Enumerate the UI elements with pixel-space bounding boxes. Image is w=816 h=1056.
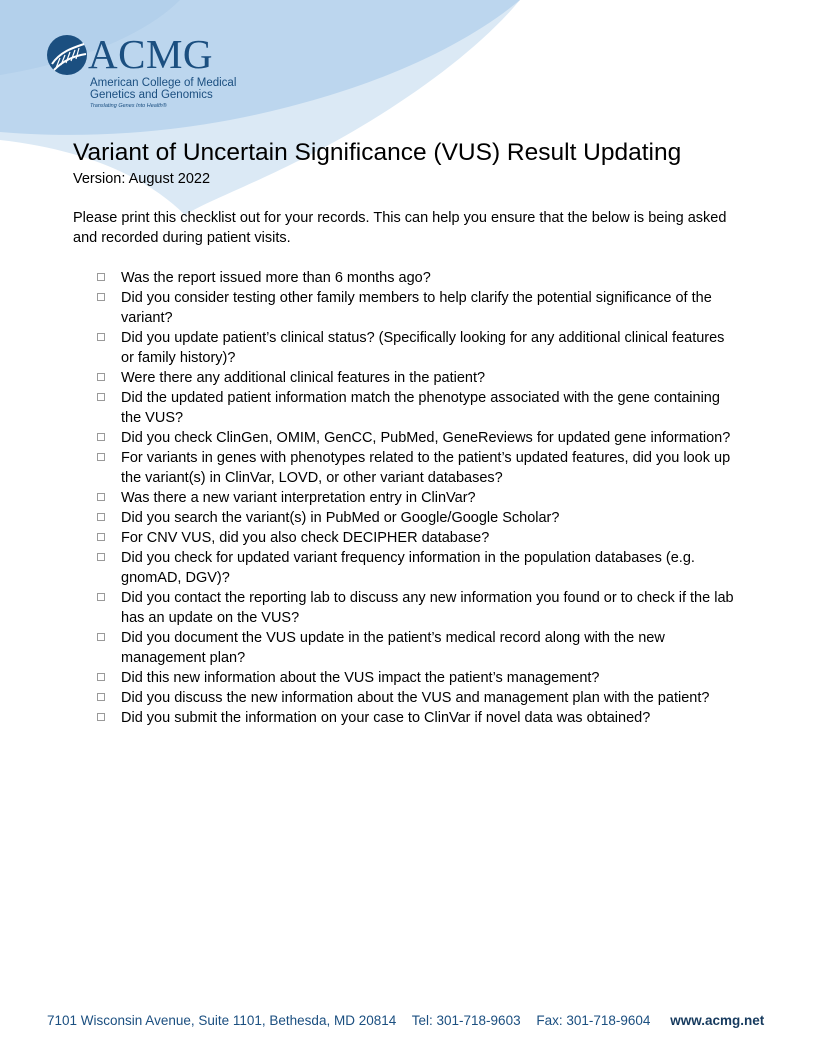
page-title: Variant of Uncertain Significance (VUS) Result Updating — [73, 139, 682, 166]
intro-paragraph: Please print this checklist out for your records. This can help you ensure that the below is being asked and recorded during patient visits. — [73, 210, 727, 246]
checklist-item — [73, 388, 741, 428]
page-footer — [47, 1011, 764, 1031]
checklist-item — [73, 668, 741, 688]
logo-tagline: Translating Genes Into Health® — [90, 103, 167, 109]
checklist-item — [73, 588, 741, 628]
document-body — [73, 137, 753, 728]
dna-helix-icon — [46, 34, 88, 76]
checkbox[interactable] — [97, 493, 105, 501]
footer-fax: Fax: 301-718-9604 — [536, 1013, 651, 1028]
logo-subtitle-line2: Genetics and Genomics — [90, 89, 213, 101]
checklist-item-text: Did you contact the reporting lab to discuss any new information you found or to check if the lab has an update on the VUS? — [121, 590, 734, 626]
checkbox[interactable] — [97, 633, 105, 641]
checklist-item — [73, 548, 741, 588]
checklist-item-text: Did you check ClinGen, OMIM, GenCC, PubMed, GeneReviews for updated gene information? — [121, 430, 731, 446]
checkbox[interactable] — [97, 693, 105, 701]
checklist-item-text: Did this new information about the VUS impact the patient’s management? — [121, 670, 600, 686]
checklist-item-text: Did you discuss the new information about the VUS and management plan with the patient? — [121, 690, 710, 706]
logo-subtitle — [90, 77, 236, 101]
footer-website-link[interactable]: www.acmg.net — [670, 1013, 765, 1028]
checklist-item-text: Were there any additional clinical features in the patient? — [121, 370, 486, 386]
logo-wordmark: ACMG — [88, 31, 214, 77]
checkbox[interactable] — [97, 593, 105, 601]
checklist-item — [73, 428, 741, 448]
checklist-item-text: Was the report issued more than 6 months ago? — [121, 270, 431, 286]
footer-phone: Tel: 301-718-9603 — [411, 1013, 521, 1028]
checklist-item-text: Did you search the variant(s) in PubMed or Google/Google Scholar? — [121, 510, 560, 526]
footer-address: 7101 Wisconsin Avenue, Suite 1101, Bethesda, MD 20814 — [47, 1013, 397, 1028]
checkbox[interactable] — [97, 373, 105, 381]
checklist-item-text: Did you submit the information on your case to ClinVar if novel data was obtained? — [121, 710, 651, 726]
checkbox[interactable] — [97, 293, 105, 301]
checkbox[interactable] — [97, 273, 105, 281]
checklist — [73, 268, 753, 728]
checklist-item — [73, 288, 741, 328]
checkbox[interactable] — [97, 453, 105, 461]
checklist-item — [73, 528, 741, 548]
checklist-item — [73, 448, 741, 488]
checklist-item-text: Was there a new variant interpretation entry in ClinVar? — [121, 490, 476, 506]
checklist-item — [73, 268, 741, 288]
checklist-item-text: Did the updated patient information match the phenotype associated with the gene containing the VUS? — [121, 390, 720, 426]
checklist-item — [73, 688, 741, 708]
checklist-item — [73, 368, 741, 388]
checkbox[interactable] — [97, 333, 105, 341]
checklist-item — [73, 328, 741, 368]
checkbox[interactable] — [97, 513, 105, 521]
checklist-item-text: Did you check for updated variant frequency information in the population databases (e.g. gnomAD, DGV)? — [121, 550, 695, 586]
checkbox[interactable] — [97, 533, 105, 541]
checklist-item-text: For CNV VUS, did you also check DECIPHER database? — [121, 530, 490, 546]
checklist-item-text: Did you document the VUS update in the patient’s medical record along with the new management plan? — [121, 630, 665, 666]
checklist-item — [73, 508, 741, 528]
checklist-item — [73, 488, 741, 508]
checkbox[interactable] — [97, 553, 105, 561]
checkbox[interactable] — [97, 433, 105, 441]
acmg-logo[interactable] — [46, 31, 246, 114]
checklist-item-text: Did you consider testing other family members to help clarify the potential significance of the variant? — [121, 290, 712, 326]
checkbox[interactable] — [97, 393, 105, 401]
checklist-item-text: For variants in genes with phenotypes related to the patient’s updated features, did you look up the variant(s) in ClinVar, LOVD, or other variant databases? — [121, 450, 731, 486]
checklist-item — [73, 708, 741, 728]
version-label: Version: August 2022 — [73, 171, 211, 187]
logo-subtitle-line1: American College of Medical — [90, 77, 237, 89]
checkbox[interactable] — [97, 713, 105, 721]
checklist-item-text: Did you update patient’s clinical status? (Specifically looking for any additional clinical features or family history)? — [121, 330, 725, 366]
checklist-item — [73, 628, 741, 668]
checkbox[interactable] — [97, 673, 105, 681]
